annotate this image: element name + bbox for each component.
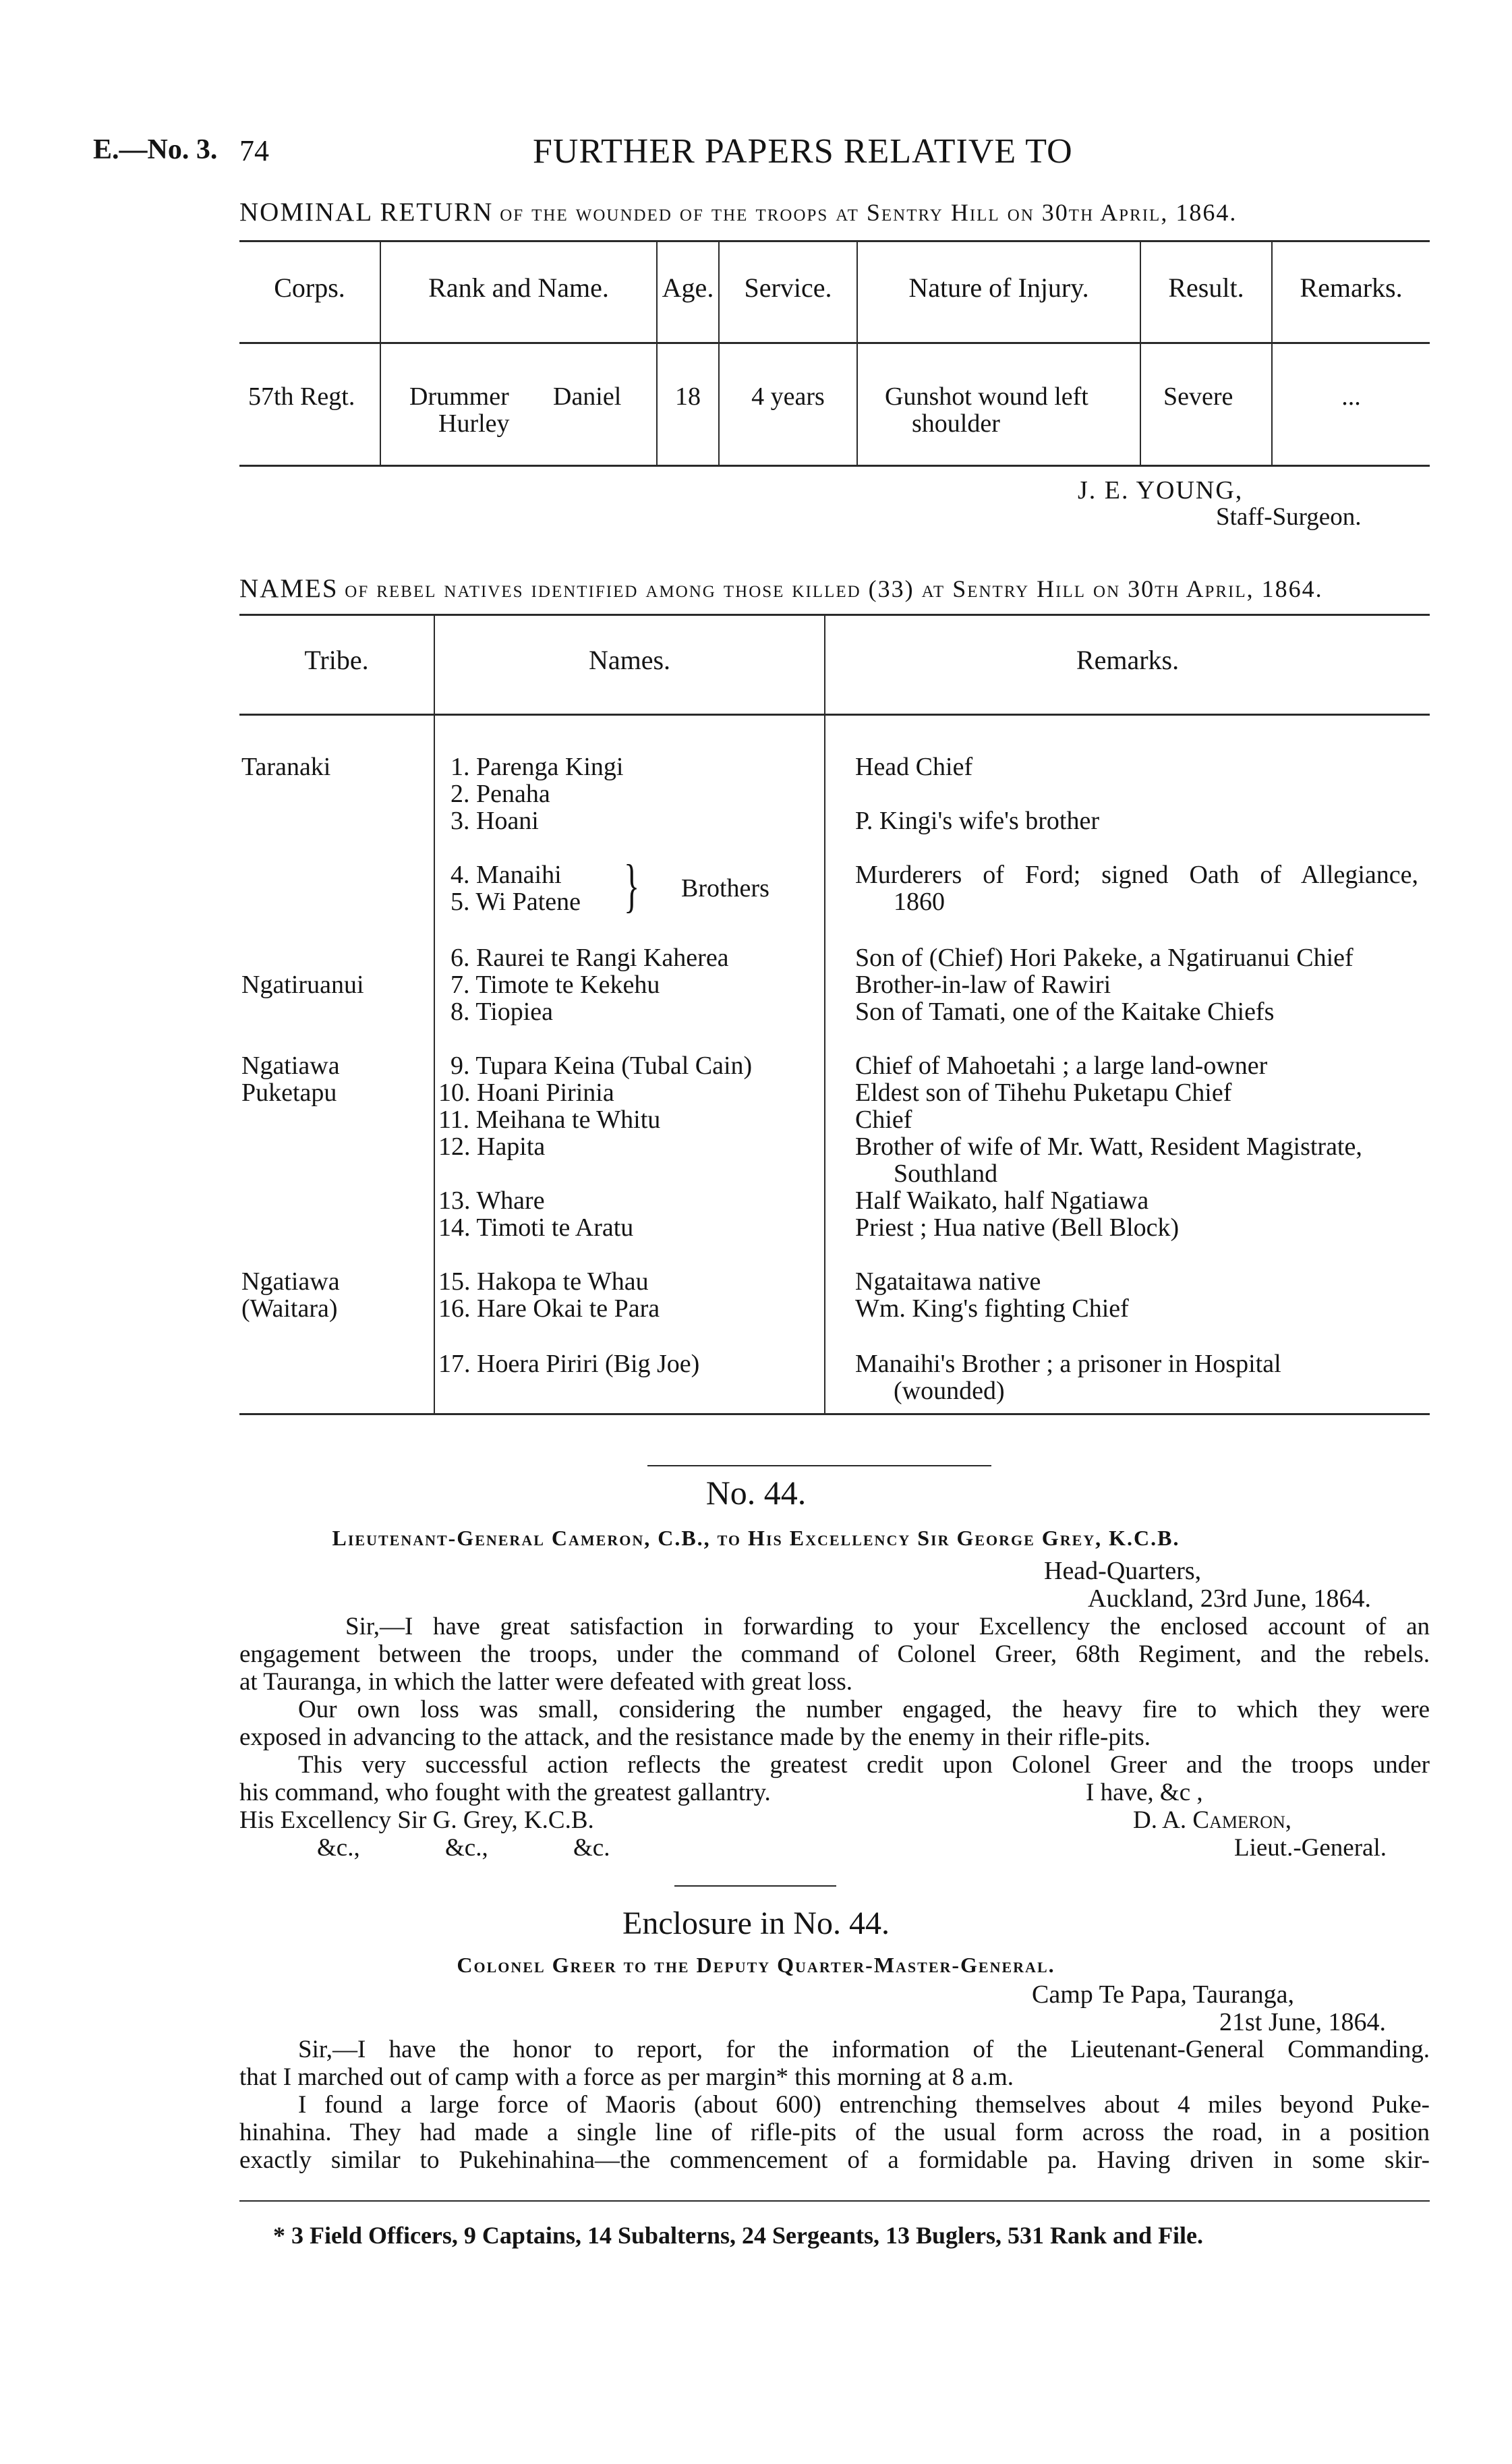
- enclosure-p2-line2: hinahina. They had made a single line of rifle-pits of the usual form across the road, in a position: [239, 2119, 1430, 2146]
- wounded-injury-line2: shoulder: [912, 409, 1000, 438]
- native-remark-11: Chief: [855, 1106, 912, 1134]
- native-remark-4-5-line1: Murderers of Ford; signed Oath of Allegiance,: [855, 861, 1418, 889]
- series-number: E.—No. 3.: [93, 134, 218, 165]
- native-name-9: 9. Tupara Keina (Tubal Cain): [450, 1052, 753, 1080]
- native-remark-12-line1: Brother of wife of Mr. Watt, Resident Magistrate,: [855, 1133, 1362, 1161]
- page-number: 74: [239, 134, 269, 167]
- native-remark-6: Son of (Chief) Hori Pakeke, a Ngatiruanui Chief: [855, 944, 1354, 972]
- wounded-corps: 57th Regt.: [248, 382, 355, 411]
- native-name-14: 14. Timoti te Aratu: [438, 1213, 634, 1242]
- native-name-5: 5. Wi Patene: [450, 888, 581, 916]
- letter-signer: [1133, 1806, 1291, 1835]
- letter-subheading: Lieutenant-General Cameron, C.B., to His Excellency Sir George Grey, K.C.B.: [332, 1526, 1180, 1550]
- native-remark-16: Wm. King's fighting Chief: [855, 1294, 1129, 1323]
- tribe-puketapu: Puketapu: [241, 1079, 337, 1107]
- wounded-header-service: Service.: [744, 273, 832, 303]
- letter-p2-line1: Our own loss was small, considering the number engaged, the heavy fire to which they were: [298, 1696, 1430, 1723]
- tribe-ngatiawa-2: Ngatiawa: [241, 1267, 340, 1296]
- enclosure-place: Camp Te Papa, Tauranga,: [1032, 1980, 1294, 2009]
- native-remark-1: Head Chief: [855, 753, 973, 781]
- wounded-header-result: Result.: [1168, 273, 1244, 303]
- letter-signer-name: D. A. Cameron,: [1133, 1806, 1291, 1834]
- native-name-16: 16. Hare Okai te Para: [438, 1294, 660, 1323]
- native-name-17: 17. Hoera Piriri (Big Joe): [438, 1350, 700, 1378]
- wounded-surname: Hurley: [438, 409, 510, 438]
- wounded-result: Severe: [1163, 382, 1233, 411]
- natives-header-names: Names.: [588, 645, 671, 675]
- native-name-3: 3. Hoani: [450, 807, 539, 835]
- wounded-header-rank-name: Rank and Name.: [428, 273, 609, 303]
- letter-heading: No. 44.: [705, 1474, 807, 1512]
- natives-header-tribe: Tribe.: [304, 645, 369, 675]
- surgeon-signature: J. E. YOUNG,: [1078, 476, 1244, 505]
- enclosure-p2-line3: exactly similar to Pukehinahina—the commencement of a formidable pa. Having driven in some skir-: [239, 2146, 1430, 2174]
- letter-date: Auckland, 23rd June, 1864.: [1088, 1584, 1372, 1613]
- wounded-header-age: Age.: [662, 273, 714, 303]
- tribe-ngatiruanui: Ngatiruanui: [241, 971, 364, 999]
- native-remark-12-line2: Southland: [894, 1159, 998, 1188]
- tribe-taranaki: Taranaki: [241, 753, 331, 781]
- native-remark-14: Priest ; Hua native (Bell Block): [855, 1213, 1180, 1242]
- wounded-header-corps: Corps.: [274, 273, 345, 303]
- enclosure-heading: Enclosure in No. 44.: [622, 1906, 890, 1941]
- brothers-brace: }: [624, 853, 640, 919]
- native-name-1: 1. Parenga Kingi: [450, 753, 624, 781]
- brothers-label: Brothers: [681, 874, 769, 902]
- enclosure-date: 21st June, 1864.: [1219, 2008, 1386, 2036]
- native-remark-3: P. Kingi's wife's brother: [855, 807, 1100, 835]
- wounded-return-title-rest: of the wounded of the troops at Sentry Hill on 30th April, 1864.: [500, 199, 1238, 226]
- tribe-ngatiawa: Ngatiawa: [241, 1052, 340, 1080]
- wounded-first-name: Daniel: [553, 382, 622, 411]
- native-remark-4-5-line2: 1860: [894, 888, 945, 916]
- native-remark-8: Son of Tamati, one of the Kaitake Chiefs: [855, 998, 1275, 1026]
- native-name-2: 2. Penaha: [450, 780, 550, 808]
- native-remark-9: Chief of Mahoetahi ; a large land-owner: [855, 1052, 1268, 1080]
- wounded-age: 18: [675, 382, 701, 411]
- letter-p2-line2: exposed in advancing to the attack, and the resistance made by the enemy in their rifle-pits.: [239, 1723, 1151, 1751]
- native-name-7: 7. Timote te Kekehu: [450, 971, 660, 999]
- footnote-rule: [239, 2200, 1430, 2202]
- letter-addressee: His Excellency Sir G. Grey, K.C.B.: [239, 1806, 594, 1834]
- natives-title: [239, 573, 1323, 604]
- letter-etc-3: &c.: [573, 1834, 610, 1862]
- native-remark-17-line2: (wounded): [894, 1377, 1005, 1405]
- letter-etc-2: &c.,: [445, 1834, 488, 1862]
- enclosure-p1-line1: Sir,—I have the honor to report, for the information of the Lieutenant-General Commanding.: [298, 2036, 1430, 2063]
- wounded-rank: Drummer: [409, 382, 509, 411]
- natives-header-remarks: Remarks.: [1076, 645, 1180, 675]
- letter-etc-1: &c.,: [317, 1834, 360, 1862]
- letter-signer-title: Lieut.-General.: [1234, 1834, 1387, 1862]
- tribe-waitara: (Waitara): [241, 1294, 338, 1323]
- letter-p3-line1: This very successful action reflects the greatest credit upon Colonel Greer and the troops under: [298, 1751, 1430, 1779]
- wounded-header-remarks: Remarks.: [1300, 273, 1403, 303]
- native-remark-10: Eldest son of Tihehu Puketapu Chief: [855, 1079, 1232, 1107]
- native-remark-7: Brother-in-law of Rawiri: [855, 971, 1111, 999]
- wounded-remarks: ...: [1341, 382, 1361, 411]
- wounded-return-title: [239, 197, 1237, 227]
- letter-p3-line2: his command, who fought with the greatest gallantry.: [239, 1779, 771, 1806]
- section-divider: [647, 1465, 991, 1466]
- native-remark-13: Half Waikato, half Ngatiawa: [855, 1186, 1149, 1215]
- wounded-header-injury: Nature of Injury.: [908, 273, 1089, 303]
- letter-closing: I have, &c ,: [1086, 1779, 1203, 1806]
- native-name-6: 6. Raurei te Rangi Kaherea: [450, 944, 729, 972]
- letter-place: Head-Quarters,: [1044, 1557, 1202, 1585]
- native-name-10: 10. Hoani Pirinia: [438, 1079, 614, 1107]
- natives-title-lead: NAMES: [239, 574, 339, 603]
- running-title: FURTHER PAPERS RELATIVE TO: [533, 132, 1073, 171]
- native-name-13: 13. Whare: [438, 1186, 545, 1215]
- enclosure-p2-line1: I found a large force of Maoris (about 600) entrenching themselves about 4 miles beyond Puke-: [298, 2091, 1430, 2119]
- native-name-8: 8. Tiopiea: [450, 998, 554, 1026]
- enclosure-subheading: Colonel Greer to the Deputy Quarter-Master-General.: [457, 1953, 1055, 1977]
- enclosure-p1-line2: that I marched out of camp with a force as per margin* this morning at 8 a.m.: [239, 2063, 1014, 2091]
- surgeon-title: Staff-Surgeon.: [1216, 503, 1362, 531]
- native-name-4: 4. Manaihi: [450, 861, 562, 889]
- native-remark-15: Ngataitawa native: [855, 1267, 1041, 1296]
- wounded-injury-line1: Gunshot wound left: [885, 382, 1088, 411]
- wounded-service: 4 years: [751, 382, 825, 411]
- letter-p1-line1: Sir,—I have great satisfaction in forwarding to your Excellency the enclosed account of an: [345, 1613, 1430, 1640]
- natives-title-rest: of rebel natives identified among those killed (33) at Sentry Hill on 30th April, 1864.: [345, 575, 1323, 602]
- native-name-12: 12. Hapita: [438, 1133, 546, 1161]
- native-name-15: 15. Hakopa te Whau: [438, 1267, 649, 1296]
- native-name-11: 11. Meihana te Whitu: [438, 1106, 661, 1134]
- wounded-return-title-lead: NOMINAL RETURN: [239, 198, 494, 227]
- letter-divider: [674, 1885, 836, 1887]
- footnote: * 3 Field Officers, 9 Captains, 14 Subalterns, 24 Sergeants, 13 Buglers, 531 Rank and File.: [273, 2222, 1204, 2249]
- letter-p1-line2: engagement between the troops, under the command of Colonel Greer, 68th Regiment, and the rebels.: [239, 1640, 1430, 1668]
- native-remark-17-line1: Manaihi's Brother ; a prisoner in Hospital: [855, 1350, 1281, 1378]
- letter-p1-line3: at Tauranga, in which the latter were defeated with great loss.: [239, 1668, 853, 1696]
